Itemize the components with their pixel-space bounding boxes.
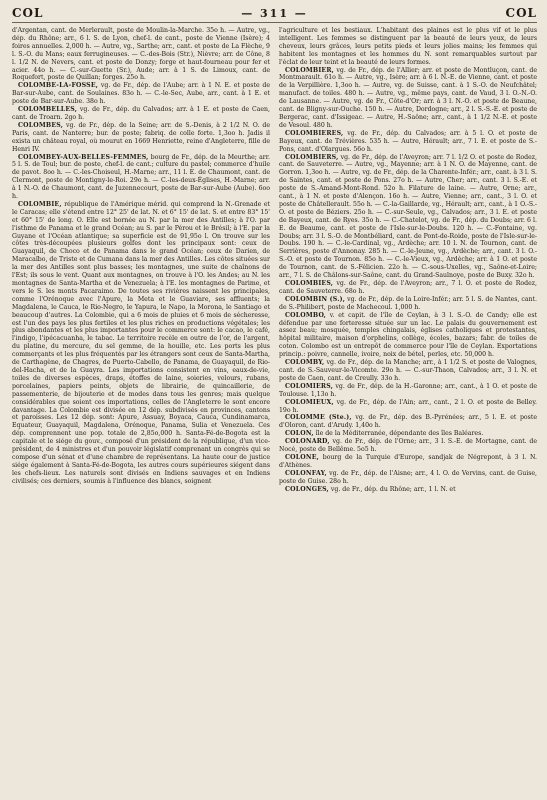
- dictionary-entry: [279, 130, 537, 154]
- dictionary-entry: [12, 201, 270, 486]
- entry-headword: COLONARD,: [285, 438, 330, 446]
- dictionary-entry: [12, 106, 270, 122]
- entry-headword: COLOMBEY-AUX-BELLES-FEMMES,: [18, 153, 149, 161]
- entry-text: vg. de Fr., dép. du Calvados; arr. à 5 l. O. et poste de Bayeux, cant. de Trévières. 535 h. — Autre, Hérault; arr., 7 l. E. et poste de S.-Pons, cant. d'Olargues. 56o h.: [279, 129, 537, 153]
- entry-text: bourg de la Turquie d'Europe, sandjak de Négrepont, à 3 l. N. d'Athènes.: [279, 453, 537, 469]
- entry-text: vg. de Fr., dép. de l'Aveyron; arr., 7 l. O. et poste de Rodez, cant. de Sauveterre. 68o h.: [279, 280, 537, 295]
- entry-text: vg. de Fr., dép. de la Seine; arr. de S.-Denis, à 2 1/2 N. O. de Paris, cant. de Nanterre; bur. de poste; fabriq. de colle forte. 1,3oo h. Jadis il exista un château royal, où mourut en 1669 Henriette, reine d'Angleterre, fille de Henri IV.: [12, 121, 270, 153]
- entry-text: île de la Méditerranée, dépendante des îles Baléares.: [313, 430, 484, 438]
- entry-headword: COLOMBELLES,: [18, 106, 78, 114]
- entry-headword: COLOMBIE,: [18, 200, 62, 208]
- page-number: — 311 —: [241, 7, 308, 20]
- entry-headword: COLOMBIER,: [285, 66, 335, 74]
- entry-headword: COLOMBES,: [18, 121, 64, 129]
- dictionary-entry: [279, 470, 537, 486]
- entry-text: vg. de Fr., dép. de l'Aube; arr. à 1 N. E. et poste de Bar-sur-Aube, cant. de Soulaines. 83o h. — C.-le-Sec, Aube, arr., cant. à 1 E. et poste de Bar-sur-Aube. 38o h.: [12, 82, 270, 106]
- entry-text: vg. de Fr., dép. de la H.-Garonne; arr., cant., à 1 O. et poste de Toulouse. 1,13o h.: [279, 382, 537, 398]
- entry-text: république de l'Amérique mérid. qui comprend la N.-Grenade et le Caracas; elle s'étend entre 12° 25' de lat. N. et 6° 15' de lat. S. et entre 83° 15' et 60° 15' de long. O. Elle est bornée au N. par la mer des Antilles; à l'O. par l'isthme de Panama et le grand Océan; au S. par le Pérou et le Brésil; à l'E. par la Guyane et l'Océan atlantique; sa superficie est de 91,95o l. On trouve sur les côtes très-découpées plusieurs golfes dont les principaux sont: ceux de Guayaquil, de Choco et de Panama dans le grand Océan; ceux de Darien, de Maracaïbo, de Triste et de Cumana dans la mer des Antilles. Les côtes situées sur la mer des Antilles sont plus basses; les montagnes, une suite de chaînons de l'Est; ils sous le vent. Quant aux montagnes, on trouve à l'O. les Andes; au N. les montagnes de Santa-Martha et de Venezuela; à l'E. les montagnes de Parime, et vers le S. les monts Pacaraimo. De toutes ses rivières naissent les principales, comme l'Orénoque avec l'Apure, la Meta et le Guaviare, ses affluents; la Magdalena, le Cauca, le Rio-Negro, le Yapura, le Napo, la Morona, le Santiago et beaucoup d'autres. La Colombie, qui a 6 mois de pluies et 6 mois de sécheresse, est l'un des pays les plus fertiles et les plus riches en productions végétales; les plus abondantes et les plus importantes pour le commerce sont: le cacao, le café, l'indigo, l'ipécacuanha, le tabac. Le territoire recèle en outre de l'or, de l'argent, du platine, du mercure, du sel gemme, de la houille, etc. Les ports les plus commerçants et les plus fréquentés par les étrangers sont ceux de Santa-Martha, de Carthagène, de Chagres, de Puerto-Cabello, de Panama, de Guayaquil, de Rio-del-Hacha, et de la Guayra. Les importations consistent en vins, eaux-de-vie, toiles de diverses espèces, draps, étoffes de laine, soieries, velours, rubans, porcelaines, papiers peints, objets de librairie, de quincaillerie, de passementerie, de bijouterie et de modes dans tous les genres; mais quelque considérables que soient ces importations, celles de l'Angleterre le sont encore davantage. La Colombie est divisée en 12 dép. subdivisés en provinces, cantons et paroisses. Les 12 dép. sont: Apure, Assuay, Boyaca, Cauca, Cundinamarca, Equateur, Guayaquil, Magdalena, Orénoque, Panama, Sulia et Venezuela. Ces dép. comprennent une pop. totale de 2,85o,000 h. Santa-Fé-de-Bogota est la capitale et le siége du gouv., composé d'un président de la république, d'un vice-président, de 4 ministres et d'un pouvoir législatif comprenant un congrès qui se compose d'un sénat et d'une chambre de représentans. La haute cour de justice siége également à Santa-Fé-de-Bogota, les autres cours supérieures siégent dans les chefs-lieux. Les naturels sont divisés en Indiens sauvages et en Indiens civilisés; ces derniers, soumis à l'influence des blancs, soignent: [12, 200, 270, 485]
- dictionary-entry: [279, 383, 537, 399]
- right-column: [279, 27, 537, 799]
- header-right-word: COL: [505, 6, 537, 20]
- running-header: [12, 6, 537, 23]
- entry-headword: COLON,: [285, 430, 314, 438]
- dictionary-entry: [279, 280, 537, 296]
- continued-text: [279, 27, 537, 67]
- entry-text: l'agriculture et les bestiaux. L'habitant des plaines est le plus vif et le plus intelligent. Les femmes se distinguent par la beauté de leurs yeux, de leurs cheveux, leurs grâces, leurs petits pieds et leurs jolies mains; les femmes qui habitent les montagnes et les hommes du N. sont remarquables surtout par l'éclat de leur teint et la beauté de leurs formes.: [279, 27, 537, 66]
- dictionary-entry: [279, 359, 537, 383]
- entry-headword: COLOMME (Ste.),: [285, 414, 352, 422]
- entry-text: vg. de Fr., dép. de l'Allier; arr. et poste de Montluçon, cant. de Montmarault. 61o h. — Autre, vg., Isère; arr. à 6 l. N.-E. de Vienne, cant. et poste de la Verpillière. 1,3oo h. — Autre, vg. de Suisse, cant. à 1 S.-O. de Neufchâtel; manufact. de toiles. 480 h. — Autre, vg., même pays, cant. de Vaud, 3 l. O.-N.-O. de Lausanne. — Autre, vg. de Fr., Côte-d'Or; arr. à 3 l. N.-O. et poste de Beaune, cant. de Bligny-sur-Ouche. 150 h. — Autre, Dordogne; arr., 2 l. S.-S.-E. et poste de Bergerac, cant. d'Issigeac. — Autre, H.-Saône; arr., cant., à 1 1/2 N.-E. et poste de Vesoul. 480 h.: [279, 66, 537, 129]
- entry-headword: COLOMBE-LA-FOSSE,: [18, 82, 99, 90]
- entry-text: vg. de Fr., dép. de l'Aisne; arr., 4 l. O. de Vervins, cant. de Guise, poste de Guise. 28o h.: [279, 469, 537, 485]
- entry-text: vg. de Fr., dép. du Rhône; arr., 1 l. N. et: [328, 485, 456, 493]
- dictionary-entry: [279, 438, 537, 454]
- entry-text: vg. de Fr., dép. de la Loire-Infér.; arr. 5 l. S. de Nantes, cant. de S.-Philibert, poste de Machecoul. 1,000 h.: [279, 295, 537, 311]
- entry-headword: COLOMBIERS,: [285, 153, 339, 161]
- entry-headword: COLONGES,: [285, 485, 329, 493]
- entry-text: vg. de Fr., dép. de l'Aveyron; arr. 7 l. 1/2 O. et poste de Rodez, cant. de Sauveterre. — Autre, vg., Mayenne; arr. à 1 N. O. de Mayenne, cant. de Gorron. 1,3oo h. — Autre, vg. de Fr., dép. de la Charente-Infér.; arr., cant. à 3 l. S. de Saintes, cant. et poste de Pons. 27o h. — Autre, Cher; arr., cant. 3 l. S.-E. et poste de S.-Amand-Mont-Rond. 52o h. Filature de laine. — Autre, Orne; arr., cant., à 1 N. et poste d'Alençon. 16o h. — Autre, Vienne; arr., cant., 3 l. O. et poste de Châtellerault. 55o h. — C.-la-Gaillarde, vg., Hérault; arr., cant., à 1 O.-S.-O. et poste de Béziers. 25o h. — C.-sur-Seule, vg., Calvados; arr., 3 l. E. et poste de Bayeux, cant. de Ryes. 35o h. — C.-Chatelot, vg. de Fr., dép. du Doubs; arr. 6 l. E. de Beaume, cant. et poste de l'Isle-sur-le-Doubs. 120 h. — C.-Fontaine, vg. Doubs; arr. 3 l. S.-O. de Montbéliard, cant. de Pont-de-Roide, poste de l'Isle-sur-le-Doubs. 190 h. — C.-le-Cardinal, vg., Ardèche; arr. 10 l. N. de Tournon, cant. de Serrières, poste d'Annonay. 285 h. — C.-le-Jeune, vg., Ardèche; arr., cant. 3 l. O.-S.-O. et poste de Tournon. 85o h. — C.-le-Vieux, vg., Ardèche; arr. à 1 O. et poste de Tournon, cant. de S.-Félicien. 22o h. — C.-sous-Uxelles, vg., Saône-et-Loire; arr., 7 l. S. de Châlons-sur-Saône, cant. du Grand-Saulnoye, poste de Buxy. 32o h.: [279, 153, 537, 280]
- dictionary-entry: [12, 122, 270, 154]
- entry-headword: COLONFAY,: [285, 469, 327, 477]
- dictionary-entry: [279, 296, 537, 312]
- dictionary-entry: [279, 486, 537, 494]
- entry-headword: COLOMIEUX,: [285, 398, 334, 406]
- continued-text: [12, 27, 270, 82]
- dictionary-entry: [279, 67, 537, 130]
- dictionary-entry: [279, 154, 537, 281]
- entry-headword: COLOMBIN (S.),: [285, 295, 346, 303]
- entry-text: v. et capit. de l'île de Ceylan, à 3 l. S.-O. de Candy; elle est défendue par une forteresse située sur un lac. Le palais du gouvernement est assez beau; mosquée, temples chingalais, églises catholiques et protestantes, hôpital militaire, maison d'orphelins, collège, écoles, bazars; fabr. de toiles de coton. Colombo est un entrepôt de commerce pour l'île de Ceylan. Exportations princip.: poivre, cannelle, ivoire, noix de bétel, perles, etc. 50,000 h.: [279, 311, 537, 359]
- entry-headword: COLOMBIES,: [285, 280, 334, 287]
- entry-headword: COLOMBY,: [285, 359, 325, 367]
- entry-headword: COLONE,: [285, 453, 319, 461]
- dictionary-entry: [279, 430, 537, 438]
- entry-text: vg. de Fr., dép. de l'Ain; arr., cant., 2 l. O. et poste de Belley. 19o h.: [279, 398, 537, 414]
- dictionary-entry: [279, 454, 537, 470]
- dictionary-entry: [279, 414, 537, 430]
- dictionary-entry: [279, 399, 537, 415]
- entry-text: vg. de Fr., dép. du Calvados; arr. à 1 E. et poste de Caen, cant. de Troarn. 2go h.: [12, 106, 270, 121]
- text-columns: [12, 27, 537, 799]
- entry-text: vg. de Fr., dép. de l'Orne; arr., 3 l. S.-E. de Mortagne, cant. de Nocé, poste de Bellême. 5o5 h.: [279, 438, 537, 454]
- entry-text: bourg de Fr., dép. de la Meurthe; arr. 5 l. S. de Toul; bur. de poste, chef-l. de cant.; culture du pastel; commerce d'huile de pavot. 8oo h. — C.-les-Choiseul, H.-Marne; arr., 11 l. E. de Chaumont, cant. de Clermont, poste de Montigny-le-Roi. 29o h. — C.-les-deux-Églises, H.-Marne; arr. à 1 N.-O. de Chaumont, cant. de Juzennecourt, poste de Bar-sur-Aube (Aube). 6oo h.: [12, 153, 270, 201]
- entry-headword: COLOMBO,: [285, 311, 327, 319]
- left-column: [12, 27, 270, 799]
- entry-headword: COLOMIERS,: [285, 382, 334, 390]
- dictionary-entry: [12, 154, 270, 201]
- header-left-word: COL: [12, 6, 44, 20]
- entry-text: vg. de Fr., dép. de la Manche; arr., à 1 1/2 S. et poste de Valognes, cant. de S.-Sauveur-le-Vicomte. 29o h. — C.-sur-Thaon, Calvados; arr., 3 l. N. et poste de Caen, cant. de Creully. 33o h.: [279, 359, 537, 382]
- dictionary-entry: [279, 312, 537, 359]
- entry-text: d'Argentan, cant. de Merlerault, poste de Moulin-la-Marche. 35o h. — Autre, vg., dép. du Rhône; arr., 6 l. S. de Lyon, chef-l. de cant., poste de Vienne (Isère); 4 foires annuelles. 2,000 h. — Autre, vg., Sarthe; arr., cant. et poste de La Flèche, 9 l. S.-O. du Mans; eaux ferrugineuses. — C.-des-Bois (Str.), Nièvre; arr. de Cône, 8 l. 1/2 N. de Nevers, cant. et poste de Donzy; forge et haut-fourneau pour fer et acier. 44o h. — C.-sur-Guette (Sr.), Aude; arr. à 1 S. de Limoux, cant. de Roquefort, poste de Quillan; forges. 25o h.: [12, 27, 270, 82]
- dictionary-entry: [12, 82, 270, 106]
- entry-text: vg. de Fr., dép. des B.-Pyrénées; arr., 5 l. E. et poste d'Oloron, cant. d'Arudy. 1,40o h.: [279, 414, 537, 430]
- entry-headword: COLOMBIERES,: [285, 129, 344, 137]
